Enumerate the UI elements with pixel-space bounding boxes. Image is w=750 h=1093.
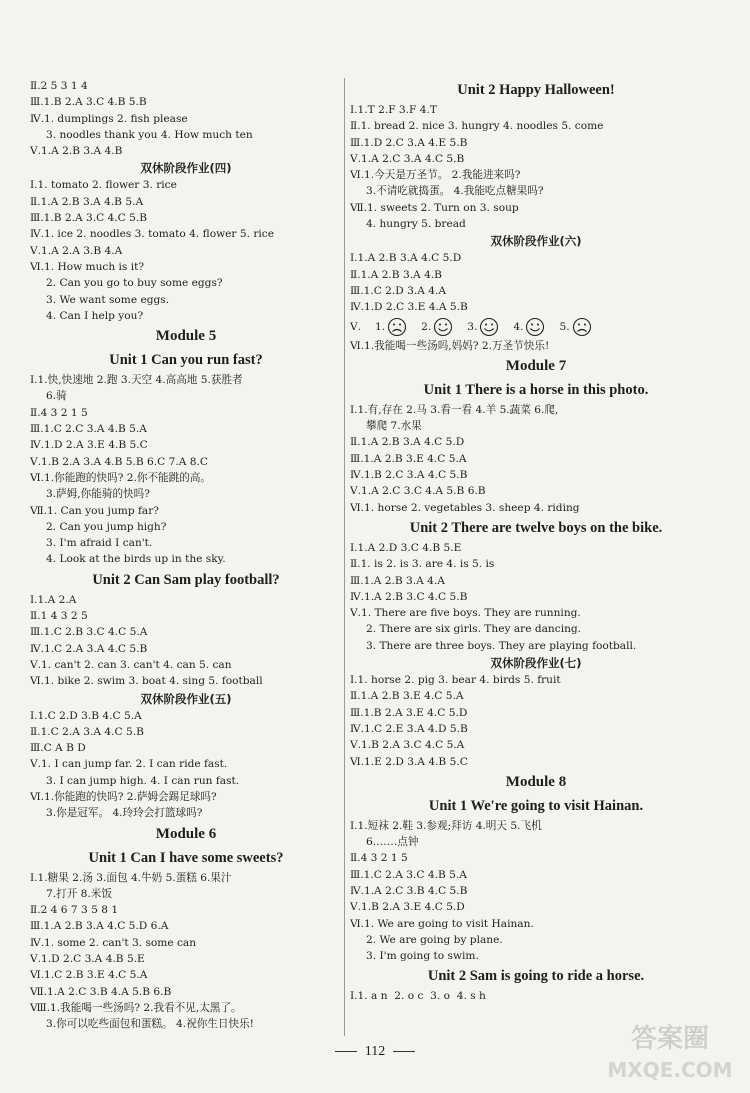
answer-line: 3. I'm going to swim. <box>366 950 479 963</box>
answer-line: 2. Can you go to buy some eggs? <box>46 277 223 290</box>
answer-line: Ⅵ.1. How much is it? <box>30 260 145 273</box>
answer-line: Ⅰ.1.A 2.A <box>30 593 77 606</box>
smiley-answer-row <box>350 316 722 338</box>
answer-line: Ⅲ.1.C 2.B 3.C 4.C 5.A <box>30 626 148 639</box>
answer-line: Ⅳ.1.C 2.A 3.A 4.C 5.B <box>30 642 148 655</box>
answer-line: Ⅵ.1.C 2.B 3.E 4.C 5.A <box>30 969 148 982</box>
answer-line: Ⅴ.1.A 2.C 3.C 4.A 5.B 6.B <box>350 485 486 498</box>
answer-line: Ⅱ.4 3 2 1 5 <box>350 852 408 865</box>
unit-heading: Unit 1 Can I have some sweets? <box>88 849 284 866</box>
answer-line: Ⅶ.1. Can you jump far? <box>30 504 159 517</box>
answer-line: Ⅵ.1. bike 2. swim 3. boat 4. sing 5. football <box>30 675 263 688</box>
answer-line: Ⅶ.1. sweets 2. Turn on 3. soup <box>350 201 519 214</box>
answer-line: Ⅳ.1. dumplings 2. fish please <box>30 112 188 125</box>
answer-line: Ⅱ.1. bread 2. nice 3. hungry 4. noodles 5. come <box>350 120 604 133</box>
answer-line: Ⅰ.1.短袜 2.鞋 3.参观;拜访 4.明天 5.飞机 <box>350 819 542 832</box>
page-number-dash-right <box>393 1051 415 1052</box>
answer-line: Ⅱ.1. is 2. is 3. are 4. is 5. is <box>350 558 495 571</box>
answer-line: Ⅰ.1.T 2.F 3.F 4.T <box>350 104 437 116</box>
answer-line: Ⅱ.1.A 2.B 3.E 4.C 5.A <box>350 690 464 703</box>
unit-heading: Unit 2 Happy Halloween! <box>457 82 615 98</box>
smiley-item-label: 5. <box>559 320 570 333</box>
page-number-text: 112 <box>364 1044 386 1059</box>
unit-heading: Unit 1 We're going to visit Hainan. <box>428 797 644 814</box>
sad-face-icon <box>572 317 592 337</box>
smiley-item-label: 4. <box>513 320 524 333</box>
answer-line: Ⅳ.1. ice 2. noodles 3. tomato 4. flower 5. rice <box>30 228 274 241</box>
page-number-dash-left <box>335 1051 357 1052</box>
watermark-en-text: MXQE.COM <box>607 1058 733 1082</box>
answer-line: 3.萨姆,你能骑的快吗? <box>46 488 150 501</box>
answer-line: Ⅲ.1.A 2.B 3.A 4.A <box>350 574 445 587</box>
answer-line: 3. We want some eggs. <box>46 293 170 306</box>
answer-line: Ⅳ.1.C 2.E 3.A 4.D 5.B <box>350 722 468 735</box>
answer-line: Ⅰ.1.有,存在 2.马 3.看一看 4.羊 5.蔬菜 6.爬, <box>350 403 559 416</box>
answer-line: Ⅱ.2 4 6 7 3 5 8 1 <box>30 904 119 917</box>
section-heading: 双休阶段作业(四) <box>140 161 232 176</box>
answer-line: Ⅵ.1. We are going to visit Hainan. <box>350 917 534 930</box>
answer-line: Ⅶ.1.A 2.C 3.B 4.A 5.B 6.B <box>30 985 172 998</box>
answer-line: 4. hungry 5. bread <box>366 218 466 231</box>
module-heading: Module 5 <box>155 328 217 345</box>
answer-line: Ⅵ.1.我能喝一些汤吗,妈妈? 2.万圣节快乐! <box>350 339 550 352</box>
answer-line: Ⅰ.1. horse 2. pig 3. bear 4. birds 5. fruit <box>350 674 561 687</box>
happy-face-icon <box>433 317 453 337</box>
answer-line: Ⅱ.1.A 2.B 3.A 4.B <box>350 268 442 281</box>
answer-line: Ⅱ.1.C 2.A 3.A 4.C 5.B <box>30 725 144 738</box>
answer-line: Ⅲ.1.A 2.B 3.A 4.C 5.D 6.A <box>30 920 169 933</box>
answer-line: Ⅱ.1.A 2.B 3.A 4.B 5.A <box>30 195 144 208</box>
answer-line: Ⅱ.1 4 3 2 5 <box>30 610 88 623</box>
module-heading: Module 7 <box>505 357 567 374</box>
answer-line: Ⅱ.2 5 3 1 4 <box>30 80 88 92</box>
section-heading: 双休阶段作业(六) <box>490 234 582 249</box>
answer-line: Ⅴ.1.A 2.C 3.A 4.C 5.B <box>350 152 465 165</box>
answer-line: Ⅴ.1.A 2.A 3.B 4.A <box>30 244 123 257</box>
answer-line: 3.你可以吃些面包和蛋糕。 4.祝你生日快乐! <box>46 1018 254 1031</box>
answer-line: Ⅲ.1.B 2.A 3.C 4.C 5.B <box>30 212 148 225</box>
answer-line: Ⅳ.1.D 2.C 3.E 4.A 5.B <box>350 301 468 314</box>
answer-line: 6.骑 <box>46 390 67 403</box>
answer-line: Ⅳ.1. some 2. can't 3. some can <box>30 936 197 949</box>
answer-line: Ⅴ.1.A 2.B 3.A 4.B <box>30 145 123 158</box>
answer-line: 4. Can I help you? <box>46 309 144 322</box>
happy-face-icon <box>525 317 545 337</box>
module-heading: Module 6 <box>155 825 217 842</box>
answer-line: Ⅱ.4 3 2 1 5 <box>30 406 88 419</box>
unit-heading: Unit 2 Can Sam play football? <box>92 571 280 588</box>
answer-line: Ⅴ.1.B 2.A 3.C 4.C 5.A <box>350 739 465 752</box>
answer-line: 4. Look at the birds up in the sky. <box>46 553 226 566</box>
unit-heading: Unit 1 There is a horse in this photo. <box>423 381 649 398</box>
answer-line: Ⅲ.1.D 2.C 3.A 4.E 5.B <box>350 136 468 149</box>
answer-line: 3. There are three boys. They are playing football. <box>366 639 637 652</box>
sad-face-icon <box>387 317 407 337</box>
answer-line: Ⅲ.1.C 2.D 3.A 4.A <box>350 284 447 297</box>
section-heading: 双休阶段作业(五) <box>140 691 232 706</box>
answer-line: 攀爬 7.水果 <box>366 420 422 433</box>
answer-line: 3. I can jump high. 4. I can run fast. <box>46 774 240 787</box>
smiley-item-label: 2. <box>421 320 432 333</box>
answer-line: Ⅰ.1.快,快速地 2.跑 3.天空 4.高高地 5.获胜者 <box>30 374 243 387</box>
answer-line: 3.不请吃就捣蛋。 4.我能吃点糖果吗? <box>366 185 544 198</box>
answer-line: Ⅰ.1.A 2.B 3.A 4.C 5.D <box>350 252 462 265</box>
answer-line: Ⅰ.1.C 2.D 3.B 4.C 5.A <box>30 709 142 722</box>
answer-line: Ⅵ.1.E 2.D 3.A 4.B 5.C <box>350 755 468 768</box>
watermark-logo <box>600 1017 740 1085</box>
answer-line: Ⅲ.1.C 2.C 3.A 4.B 5.A <box>30 423 147 436</box>
answer-line: 2. Can you jump high? <box>46 520 167 533</box>
answer-line: 7.打开 8.米饭 <box>46 887 112 900</box>
answer-line: Ⅵ.1.你能跑的快吗? 2.萨姆会踢足球吗? <box>30 790 217 803</box>
smiley-item-label: 3. <box>467 320 478 333</box>
answer-line: 3. noodles thank you 4. How much ten <box>46 128 253 141</box>
unit-heading: Unit 2 There are twelve boys on the bike. <box>409 519 663 536</box>
answer-line: Ⅰ.1.糖果 2.汤 3.面包 4.牛奶 5.蛋糕 6.果汁 <box>30 871 232 884</box>
answer-line: Ⅲ.1.A 2.B 3.E 4.C 5.A <box>350 452 467 465</box>
column-divider <box>344 78 345 1036</box>
smiley-row-prefix: Ⅴ. <box>350 320 362 333</box>
answer-line: 2. We are going by plane. <box>366 933 503 946</box>
answer-line: 3.你是冠军。 4.玲玲会打篮球吗? <box>46 807 203 820</box>
happy-face-icon <box>479 317 499 337</box>
section-heading: 双休阶段作业(七) <box>490 656 582 671</box>
answer-line: Ⅳ.1.A 2.B 3.C 4.C 5.B <box>350 590 468 603</box>
answer-line: Ⅵ.1.今天是万圣节。 2.我能进来吗? <box>350 169 521 182</box>
answer-line: Ⅵ.1.你能跑的快吗? 2.你不能跳的高。 <box>30 471 212 484</box>
answer-line: Ⅴ.1. I can jump far. 2. I can ride fast. <box>30 758 228 771</box>
answer-line: Ⅲ.1.C 2.A 3.C 4.B 5.A <box>350 868 467 881</box>
answer-line: 6.……点钟 <box>366 836 419 849</box>
answer-line: Ⅳ.1.A 2.C 3.B 4.C 5.B <box>350 884 468 897</box>
answer-line: Ⅲ.1.B 2.A 3.E 4.C 5.D <box>350 706 468 719</box>
answer-line: Ⅰ.1.A 2.D 3.C 4.B 5.E <box>350 541 462 554</box>
answer-line: Ⅴ.1.B 2.A 3.E 4.C 5.D <box>350 901 465 914</box>
answer-line: 3. I'm afraid I can't. <box>46 537 153 550</box>
answer-line: Ⅴ.1. There are five boys. They are running. <box>350 607 581 620</box>
right-column <box>350 78 722 1005</box>
answer-line: Ⅰ.1. tomato 2. flower 3. rice <box>30 179 177 192</box>
module-heading: Module 8 <box>505 773 567 790</box>
answer-line: Ⅳ.1.D 2.A 3.E 4.B 5.C <box>30 439 148 452</box>
smiley-item-label: 1. <box>375 320 386 333</box>
answer-line: Ⅱ.1.A 2.B 3.A 4.C 5.D <box>350 436 465 449</box>
answer-line: Ⅳ.1.B 2.C 3.A 4.C 5.B <box>350 469 468 482</box>
left-column <box>30 78 342 1033</box>
unit-heading: Unit 2 Sam is going to ride a horse. <box>427 968 645 985</box>
answer-line: 2. There are six girls. They are dancing. <box>366 623 582 636</box>
answer-line: Ⅴ.1. can't 2. can 3. can't 4. can 5. can <box>30 658 232 671</box>
answer-line: Ⅷ.1.我能喝一些汤吗? 2.我看不见,太黑了。 <box>30 1001 242 1014</box>
answer-line: Ⅵ.1. horse 2. vegetables 3. sheep 4. riding <box>350 501 580 514</box>
answer-line: Ⅰ.1. a n 2. o c 3. o 4. s h <box>350 990 486 1003</box>
answer-line: Ⅴ.1.B 2.A 3.A 4.B 5.B 6.C 7.A 8.C <box>30 455 208 468</box>
watermark-cn-text: 答案圈 <box>630 1024 710 1054</box>
unit-heading: Unit 1 Can you run fast? <box>109 352 263 369</box>
answer-line: Ⅲ.1.B 2.A 3.C 4.B 5.B <box>30 96 147 109</box>
answer-line: Ⅴ.1.D 2.C 3.A 4.B 5.E <box>30 953 145 966</box>
answer-line: Ⅲ.C A B D <box>30 742 86 755</box>
